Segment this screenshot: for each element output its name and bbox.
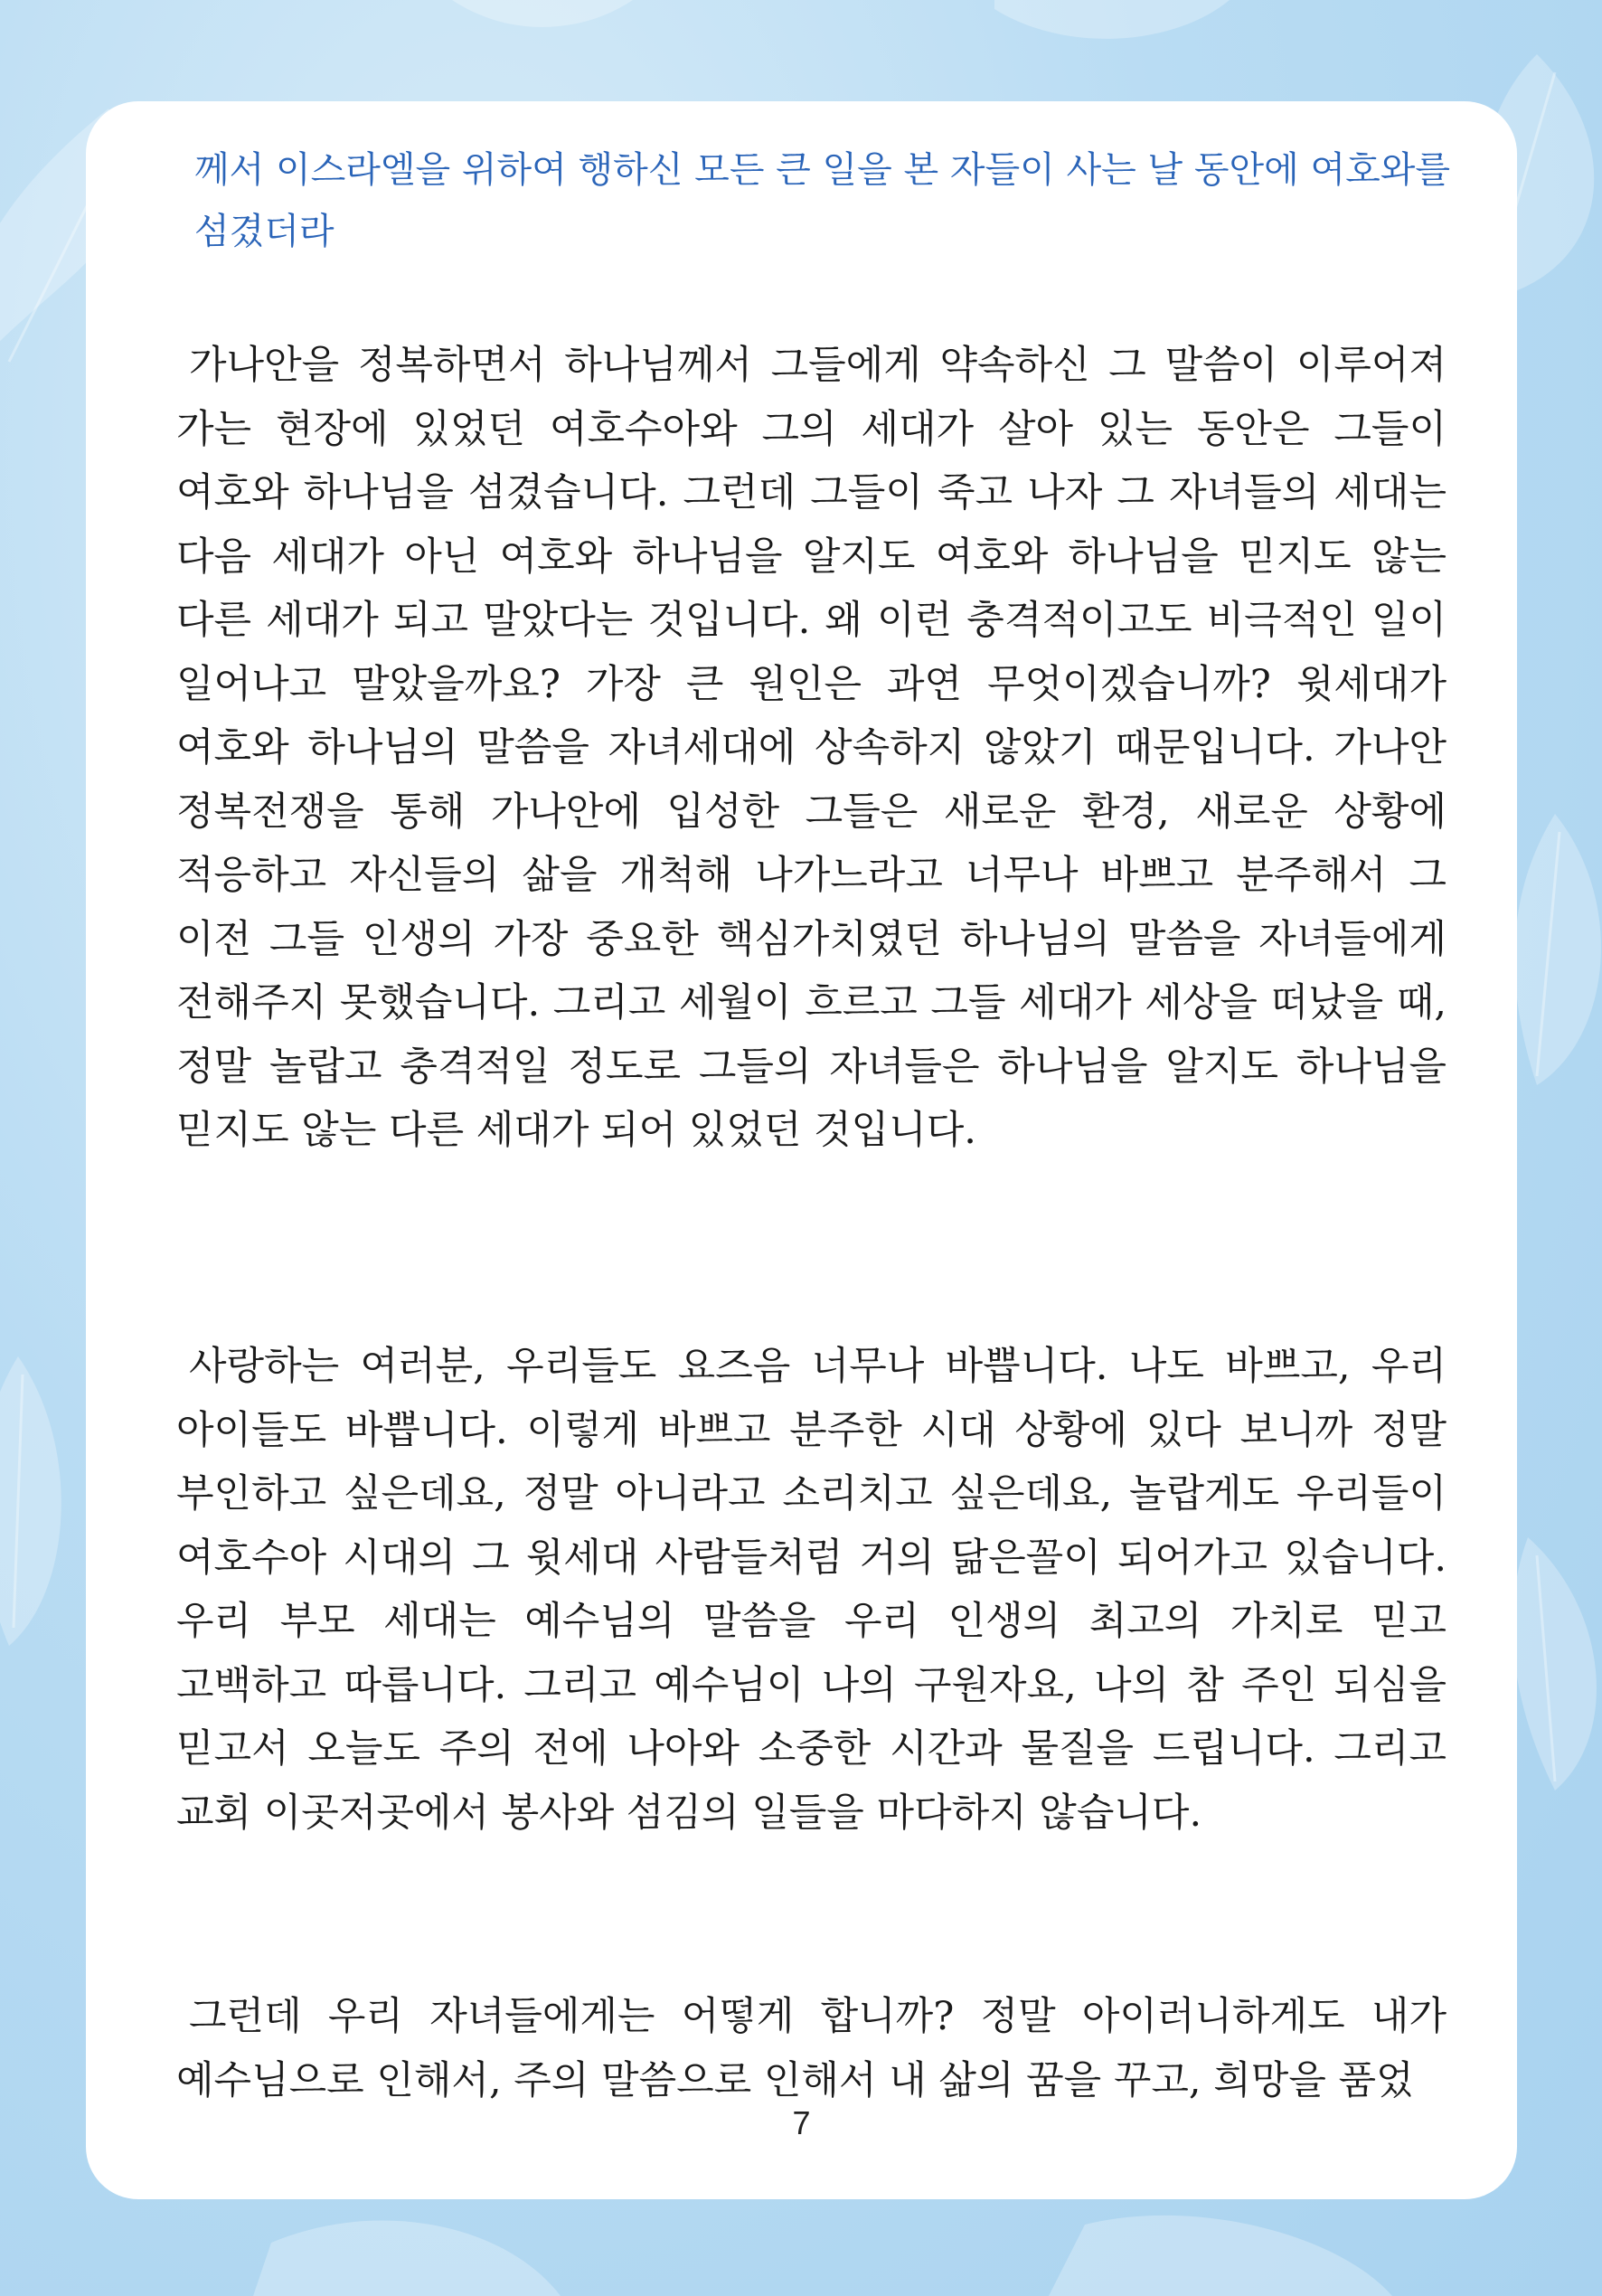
body-paragraph: 사랑하는 여러분, 우리들도 요즈음 너무나 바쁩니다. 나도 바쁘고, 우리 아이들도 바쁩니다. 이렇게 바쁘고 분주한 시대 상황에 있다 보니까 정말 부인하고 싶은데요, 정말 아니라고 소리치고 싶은데요, 놀랍게도 우리들이 여호수아 시대의 그 윗세대 사람들처럼 거의 닮은꼴이 되어가고 있습니다. 우리 부모 세대는 예수님의 말씀을 우리 인생의 최고의 가치로 믿고 고백하고 따릅니다. 그리고 예수님이 나의 구원자요, 나의 참 주인 되심을 믿고서 오늘도 주의 전에 나아와 소중한 시간과 물질을 드립니다. 그리고 교회 이곳저곳에서 봉사와 섬김의 일들을 마다하지 않습니다.	[176, 1344, 1447, 1836]
page-number: 7	[792, 2104, 811, 2141]
body-paragraph: 그런데 우리 자녀들에게는 어떻게 합니까? 정말 아이러니하게도 내가 예수님으로 인해서, 주의 말씀으로 인해서 내 삶의 꿈을 꾸고, 희망을 품었	[176, 1994, 1447, 2103]
content-card	[86, 101, 1517, 2199]
body-paragraph: 가나안을 정복하면서 하나님께서 그들에게 약속하신 그 말씀이 이루어져 가는 현장에 있었던 여호수아와 그의 세대가 살아 있는 동안은 그들이 여호와 하나님을 섬겼습니다. 그런데 그들이 죽고 나자 그 자녀들의 세대는 다음 세대가 아닌 여호와 하나님을 알지도 여호와 하나님을 믿지도 않는 다른 세대가 되고 말았다는 것입니다. 왜 이런 충격적이고도 비극적인 일이 일어나고 말았을까요? 가장 큰 원인은 과연 무엇이겠습니까? 윗세대가 여호와 하나님의 말씀을 자녀세대에 상속하지 않았기 때문입니다. 가나안 정복전쟁을 통해 가나안에 입성한 그들은 새로운 환경, 새로운 상황에 적응하고 자신들의 삶을 개척해 나가느라고 너무나 바쁘고 분주해서 그 이전 그들 인생의 가장 중요한 핵심가치였던 하나님의 말씀을 자녀들에게 전해주지 못했습니다. 그리고 세월이 흐르고 그들 세대가 세상을 떠났을 때, 정말 놀랍고 충격적일 정도로 그들의 자녀들은 하나님을 알지도 하나님을 믿지도 않는 다른 세대가 되어 있었던 것입니다.	[176, 343, 1447, 1153]
scripture-quote: 께서 이스라엘을 위하여 행하신 모든 큰 일을 본 자들이 사는 날 동안에 여호와를 섬겼더라	[194, 149, 1451, 252]
